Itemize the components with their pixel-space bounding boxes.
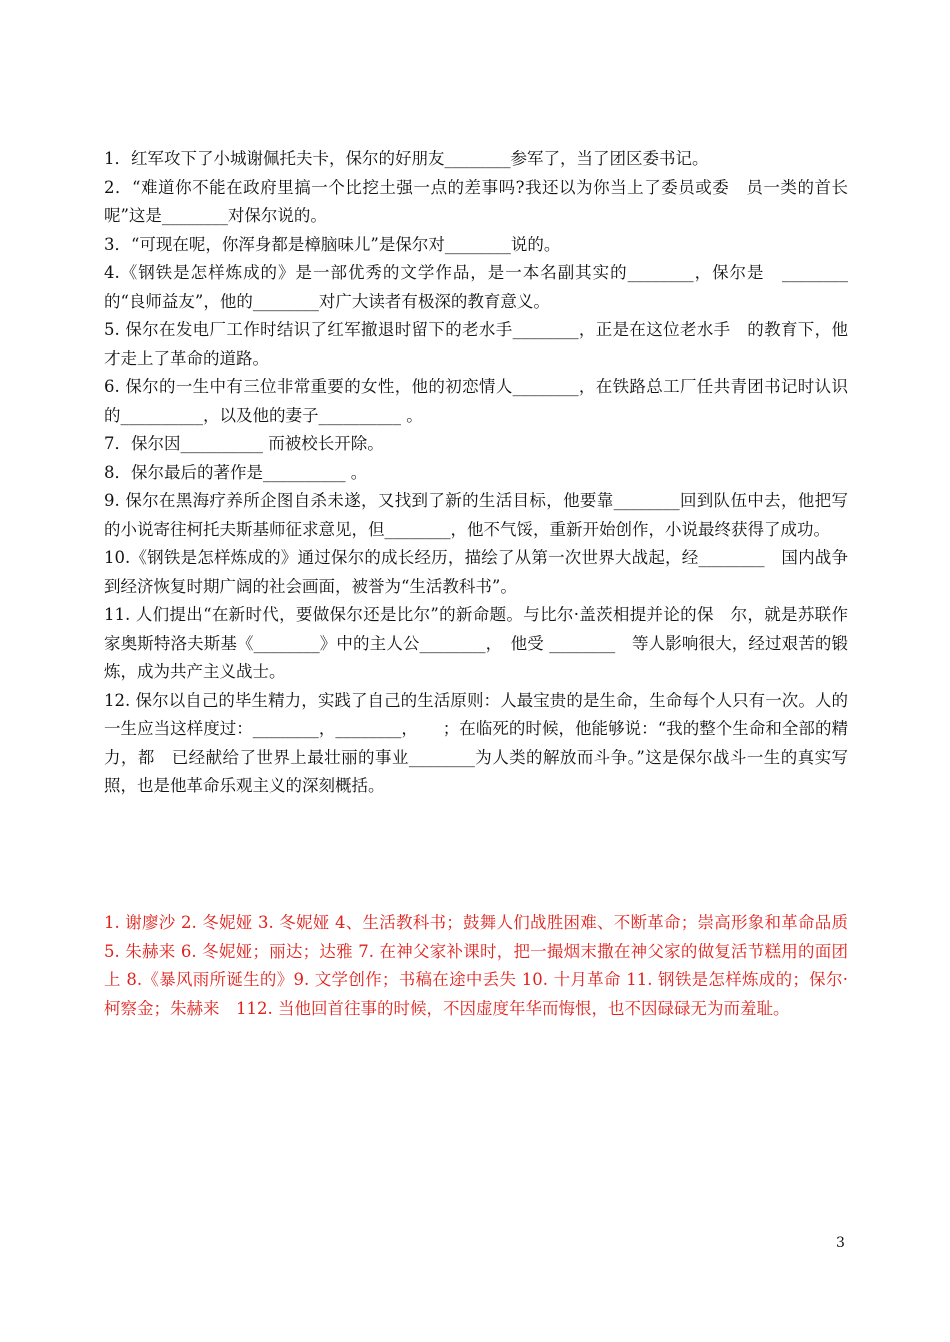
question-4: 4.《钢铁是怎样炼成的》是一部优秀的文学作品，是一本名副其实的________，保尔是 ________的“良师益友”，他的________对广大读者有极深的教育意义。 bbox=[104, 263, 848, 311]
question-8: 8．保尔最后的著作是__________ 。 bbox=[104, 462, 368, 482]
question-3: 3．“可现在呢，你浑身都是樟脑味儿”是保尔对________说的。 bbox=[104, 234, 561, 254]
question-10: 10.《钢铁是怎样炼成的》通过保尔的成长经历，描绘了从第一次世界大战起，经________ 国内战争到经济恢复时期广阔的社会画面，被誉为“生活教科书”。 bbox=[104, 548, 848, 596]
question-6: 6. 保尔的一生中有三位非常重要的女性，他的初恋情人________，在铁路总工厂任共青团书记时认识的__________，以及他的妻子__________ 。 bbox=[104, 377, 848, 425]
page-number: 3 bbox=[836, 1235, 845, 1251]
question-1: 1．红军攻下了小城谢佩托夫卡，保尔的好朋友________参军了，当了团区委书记。 bbox=[104, 149, 709, 168]
question-5: 5. 保尔在发电厂工作时结识了红军撤退时留下的老水手________，正是在这位老水手 的教育下，他才走上了革命的道路。 bbox=[104, 320, 848, 368]
question-12: 12. 保尔以自己的毕生精力，实践了自己的生活原则：人最宝贵的是生命，生命每个人只有一次。人的一生应当这样度过：________，________， ；在临死的时候，他能够说：“我的整个生命和全部的精力，都 已经献给了世界上最壮丽的事业________为人类的解放而斗争。”这是保尔战斗一生的真实写照，也是他革命乐观主义的深刻概括。 bbox=[104, 690, 848, 795]
answer-key bbox=[104, 909, 848, 1023]
answer-key-text: 1. 谢廖沙 2. 冬妮娅 3. 冬妮娅 4、生活教科书；鼓舞人们战胜困难、不断革命；崇高形象和革命品质 5. 朱赫来 6. 冬妮娅；丽达；达雅 7. 在神父家补课时，把一撮烟末撒在神父家的做复活节糕用的面团上 8.《暴风雨所诞生的》9. 文学创作；书稿在途中丢失 10. 十月革命 11. 钢铁是怎样炼成的；保尔·柯察金；朱赫来 112. 当他回首往事的时候，不因虚度年华而悔恨，也不因碌碌无为而羞耻。 bbox=[104, 913, 848, 1018]
question-7: 7．保尔因__________ 而被校长开除。 bbox=[104, 434, 384, 453]
question-list bbox=[104, 145, 848, 801]
question-9: 9. 保尔在黑海疗养所企图自杀未遂，又找到了新的生活目标，他要靠________回到队伍中去，他把写的小说寄往柯托夫斯基师征求意见，但________，他不气馁，重新开始创作，小说最终获得了成功。 bbox=[104, 491, 848, 539]
question-2: 2．“难道你不能在政府里搞一个比挖土强一点的差事吗?我还以为你当上了委员或委 员一类的首长呢”这是________对保尔说的。 bbox=[104, 177, 848, 225]
question-11: 11. 人们提出“在新时代，要做保尔还是比尔”的新命题。与比尔·盖茨相提并论的保 尔，就是苏联作家奥斯特洛夫斯基《________》中的主人公________， 他受 ________ 等人影响很大，经过艰苦的锻炼，成为共产主义战士。 bbox=[104, 605, 848, 681]
